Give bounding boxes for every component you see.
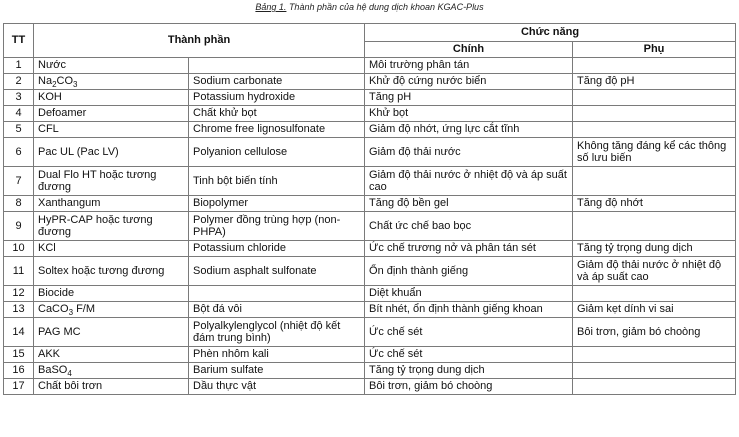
component-description: Polymer đồng trùng hợp (non-PHPA) xyxy=(189,212,365,241)
component-description xyxy=(189,58,365,74)
component-description: Phèn nhôm kali xyxy=(189,347,365,363)
main-function: Khử bọt xyxy=(365,106,573,122)
table-row xyxy=(4,379,736,395)
component-name: KOH xyxy=(34,90,189,106)
table-row xyxy=(4,212,736,241)
table-row xyxy=(4,363,736,379)
main-function: Giảm độ thải nước xyxy=(365,138,573,167)
table-row xyxy=(4,318,736,347)
component-name: Chất bôi trơn xyxy=(34,379,189,395)
secondary-function xyxy=(573,106,736,122)
component-name: Soltex hoặc tương đương xyxy=(34,257,189,286)
row-number: 3 xyxy=(4,90,34,106)
component-name: Biocide xyxy=(34,286,189,302)
row-number: 2 xyxy=(4,74,34,90)
table-row xyxy=(4,138,736,167)
caption-label: Bảng 1. xyxy=(255,2,287,12)
secondary-function xyxy=(573,347,736,363)
component-name: Pac UL (Pac LV) xyxy=(34,138,189,167)
secondary-function xyxy=(573,212,736,241)
secondary-function xyxy=(573,286,736,302)
secondary-function xyxy=(573,167,736,196)
main-function: Chất ức chế bao bọc xyxy=(365,212,573,241)
main-function: Tăng pH xyxy=(365,90,573,106)
component-description: Sodium asphalt sulfonate xyxy=(189,257,365,286)
component-name: Xanthangum xyxy=(34,196,189,212)
row-number: 17 xyxy=(4,379,34,395)
main-function: Tăng độ bền gel xyxy=(365,196,573,212)
main-function: Khử độ cứng nước biển xyxy=(365,74,573,90)
main-function: Ổn định thành giếng xyxy=(365,257,573,286)
component-description: Barium sulfate xyxy=(189,363,365,379)
table-row xyxy=(4,106,736,122)
table-row xyxy=(4,74,736,90)
component-description: Sodium carbonate xyxy=(189,74,365,90)
component-description: Potassium hydroxide xyxy=(189,90,365,106)
component-description: Dầu thực vật xyxy=(189,379,365,395)
component-name: BaSO$_4$ xyxy=(34,363,189,379)
row-number: 16 xyxy=(4,363,34,379)
main-function: Ức chế trương nở và phân tán sét xyxy=(365,241,573,257)
table-row xyxy=(4,302,736,318)
table-row xyxy=(4,196,736,212)
main-function: Bít nhét, ổn định thành giếng khoan xyxy=(365,302,573,318)
component-name: CFL xyxy=(34,122,189,138)
component-description: Tinh bột biến tính xyxy=(189,167,365,196)
component-description: Bột đá vôi xyxy=(189,302,365,318)
row-number: 4 xyxy=(4,106,34,122)
row-number: 12 xyxy=(4,286,34,302)
caption-text: Thành phần của hệ dung dịch khoan KGAC-Plus xyxy=(286,2,484,12)
secondary-function: Giảm độ thải nước ở nhiệt độ và áp suất cao xyxy=(573,257,736,286)
table-row xyxy=(4,122,736,138)
component-description xyxy=(189,286,365,302)
header-chinh: Chính xyxy=(365,42,573,58)
secondary-function: Không tăng đáng kể các thông số lưu biến xyxy=(573,138,736,167)
component-name: AKK xyxy=(34,347,189,363)
row-number: 14 xyxy=(4,318,34,347)
component-description: Chrome free lignosulfonate xyxy=(189,122,365,138)
table-row xyxy=(4,90,736,106)
table-row xyxy=(4,167,736,196)
row-number: 15 xyxy=(4,347,34,363)
table-row xyxy=(4,241,736,257)
row-number: 1 xyxy=(4,58,34,74)
secondary-function: Bôi trơn, giảm bó choòng xyxy=(573,318,736,347)
main-function: Diệt khuẩn xyxy=(365,286,573,302)
component-name: Dual Flo HT hoặc tương đương xyxy=(34,167,189,196)
header-phu: Phụ xyxy=(573,42,736,58)
header-chuc-nang: Chức năng xyxy=(365,24,736,42)
secondary-function xyxy=(573,122,736,138)
table-row xyxy=(4,347,736,363)
component-name: Nước xyxy=(34,58,189,74)
component-name: PAG MC xyxy=(34,318,189,347)
component-description: Polyanion cellulose xyxy=(189,138,365,167)
secondary-function: Tăng độ nhớt xyxy=(573,196,736,212)
component-name: Defoamer xyxy=(34,106,189,122)
header-tt: TT xyxy=(4,24,34,58)
secondary-function xyxy=(573,58,736,74)
main-function: Tăng tỷ trọng dung dịch xyxy=(365,363,573,379)
main-function: Ức chế sét xyxy=(365,347,573,363)
secondary-function: Tăng tỷ trọng dung dịch xyxy=(573,241,736,257)
header-thanh-phan: Thành phần xyxy=(34,24,365,58)
table-row xyxy=(4,257,736,286)
secondary-function xyxy=(573,379,736,395)
table-body xyxy=(4,58,736,395)
component-description: Polyalkylenglycol (nhiệt độ kết đám trung bình) xyxy=(189,318,365,347)
row-number: 6 xyxy=(4,138,34,167)
component-description: Potassium chloride xyxy=(189,241,365,257)
component-description: Chất khử bọt xyxy=(189,106,365,122)
secondary-function: Giảm kẹt dính vi sai xyxy=(573,302,736,318)
row-number: 5 xyxy=(4,122,34,138)
main-function: Bôi trơn, giảm bó choòng xyxy=(365,379,573,395)
component-description: Biopolymer xyxy=(189,196,365,212)
row-number: 10 xyxy=(4,241,34,257)
row-number: 8 xyxy=(4,196,34,212)
secondary-function xyxy=(573,363,736,379)
row-number: 9 xyxy=(4,212,34,241)
main-function: Môi trường phân tán xyxy=(365,58,573,74)
component-name: HyPR-CAP hoặc tương đương xyxy=(34,212,189,241)
row-number: 11 xyxy=(4,257,34,286)
main-function: Ức chế sét xyxy=(365,318,573,347)
row-number: 7 xyxy=(4,167,34,196)
component-name: CaCO$_3$ F/M xyxy=(34,302,189,318)
table-row xyxy=(4,286,736,302)
component-name: $Na_2CO_3$ xyxy=(34,74,189,90)
composition-table xyxy=(3,23,736,395)
secondary-function xyxy=(573,90,736,106)
secondary-function: Tăng độ pH xyxy=(573,74,736,90)
row-number: 13 xyxy=(4,302,34,318)
main-function: Giảm độ nhớt, ứng lực cắt tĩnh xyxy=(365,122,573,138)
main-function: Giảm độ thải nước ở nhiệt độ và áp suất cao xyxy=(365,167,573,196)
component-name: KCl xyxy=(34,241,189,257)
table-row xyxy=(4,58,736,74)
table-caption xyxy=(0,2,739,12)
